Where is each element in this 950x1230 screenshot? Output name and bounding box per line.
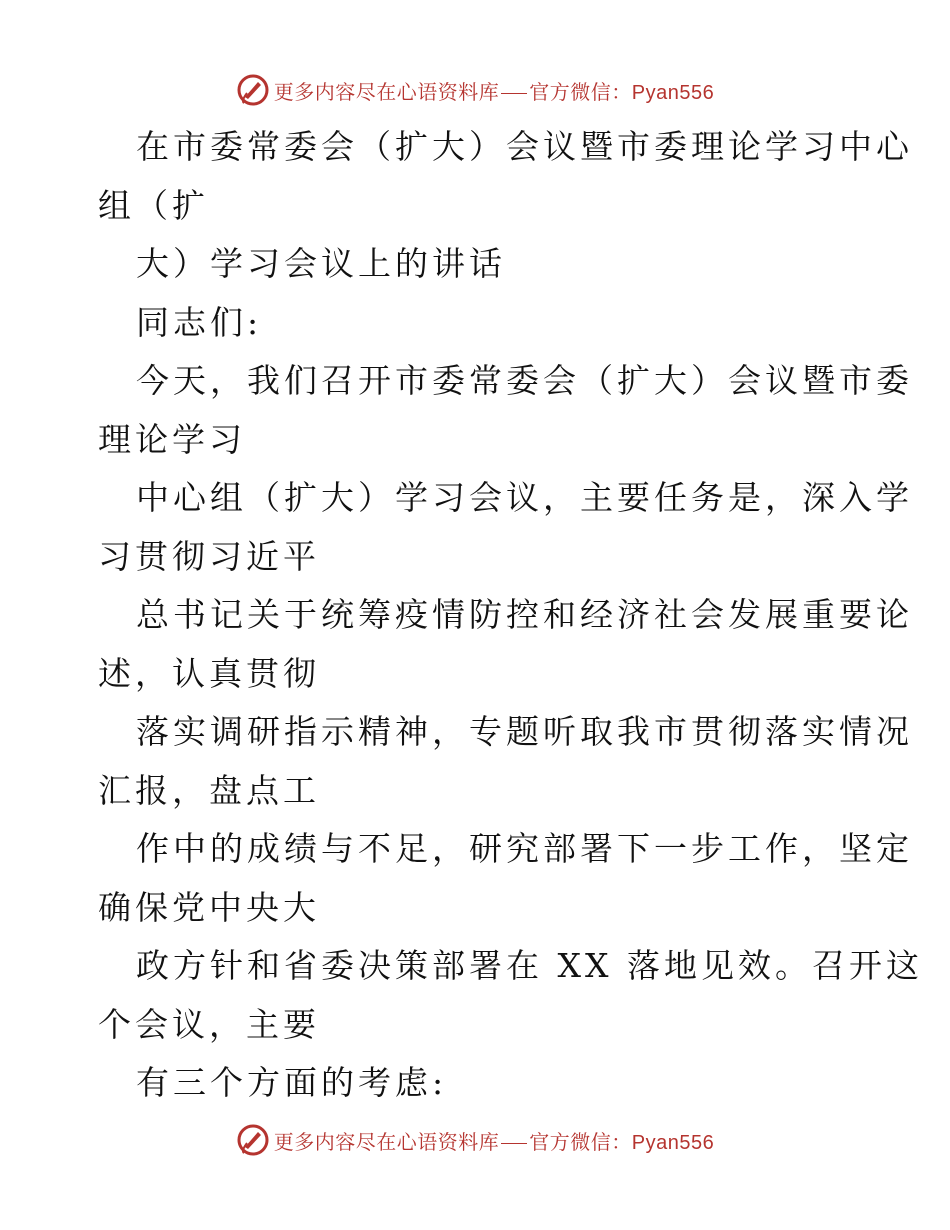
text-line: 大）学习会议上的讲话 (136, 244, 506, 283)
watermark-dash (501, 1143, 527, 1144)
watermark-official: 官方微信： (529, 79, 632, 104)
text-line: 有三个方面的考虑: (136, 1063, 448, 1102)
text-line: 同志们: (136, 302, 263, 342)
watermark-official: 官方微信： (529, 1129, 632, 1154)
text-line: 个会议，主要 (98, 1004, 320, 1044)
watermark-text (274, 76, 714, 105)
text-line: 习贯彻习近平 (98, 536, 320, 576)
watermark-dash (501, 93, 527, 94)
quill-logo-icon (236, 1123, 270, 1157)
text-line: 述，认真贯彻 (98, 653, 320, 693)
text-line: 中心组（扩大）学习会议，主要任务是，深入学 (136, 478, 913, 517)
text-line: 今天，我们召开市委常委会（扩大）会议暨市委 (136, 361, 913, 400)
quill-logo-icon (236, 73, 270, 107)
document-body (98, 118, 923, 1113)
text-line: 汇报，盘点工 (98, 770, 320, 810)
watermark-text (274, 1126, 714, 1155)
watermark-main: 更多内容尽在心语资料库 (273, 1129, 500, 1154)
text-line: 作中的成绩与不足，研究部署下一步工作，坚定 (136, 829, 913, 868)
watermark-wechat-id: Pyan556 (631, 1131, 715, 1154)
text-line: 在市委常委会（扩大）会议暨市委理论学习中心 (136, 127, 913, 166)
text-line: 落实调研指示精神，专题听取我市贯彻落实情况 (136, 712, 913, 751)
text-line: 总书记关于统筹疫情防控和经济社会发展重要论 (136, 595, 913, 634)
footer-watermark-banner (0, 1120, 950, 1160)
watermark-wechat-id: Pyan556 (631, 81, 715, 104)
text-line: 政方针和省委决策部署在 XX 落地见效。召开这 (136, 946, 923, 985)
header-watermark-banner (0, 70, 950, 110)
text-line: 组（扩 (98, 185, 209, 225)
text-line: 确保党中央大 (98, 887, 320, 927)
watermark-main: 更多内容尽在心语资料库 (273, 79, 500, 104)
text-line: 理论学习 (98, 419, 246, 459)
